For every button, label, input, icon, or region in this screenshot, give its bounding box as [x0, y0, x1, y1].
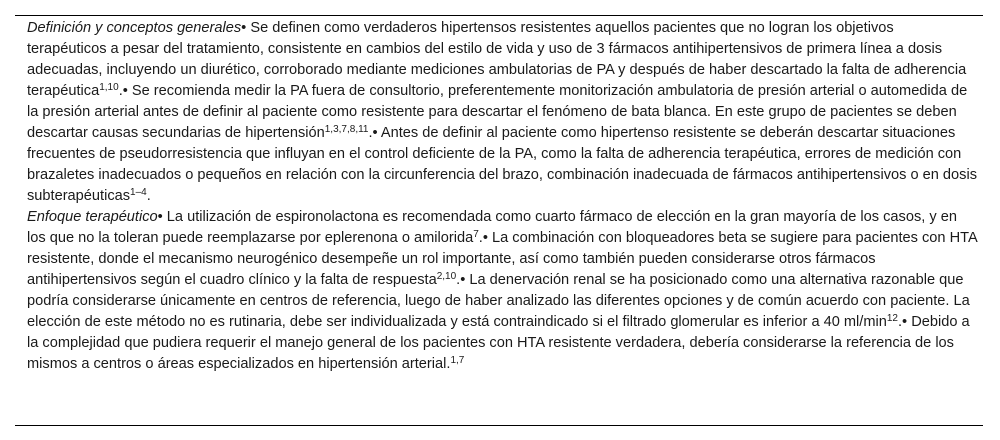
therapy-ref-3: 12 [886, 313, 898, 324]
definition-text-2: .• Se recomienda medir la PA fuera de consultorio, preferentemente monitorización ambulatoria de presión arterial o automedida de la presión arterial antes de definir al paciente como resistente para descartar el fenómeno de bata blanca. En este grupo de pacientes se deben descartar causas secundarias de hipertensión [27, 83, 968, 141]
therapy-text-2: .• La combinación con bloqueadores beta se sugiere para pacientes con HTA resistente, donde el mecanismo neurogénico desempeñe un rol importante, así como también pueden considerarse otros fármacos antihipertensivos según el cuadro clínico y la falta de respuesta [27, 230, 977, 288]
therapy-text-3: .• La denervación renal se ha posicionado como una alternativa razonable que podría considerarse únicamente en centros de referencia, luego de haber analizado las diferentes opciones y de común acuerdo con paciente. La elección de este método no es rutinaria, debe ser individualizada y está contraindicado si el filtrado glomerular es inferior a 40 ml/min [27, 272, 970, 330]
therapy-heading: Enfoque terapéutico [27, 209, 158, 225]
definition-text-3: .• Antes de definir al paciente como hipertenso resistente se deberán descartar situaciones frecuentes de pseudorresistencia que influyan en el control deficiente de la PA, como la falta de adherencia terapéutica, errores de medición con brazaletes inadecuados o pequeños en relación con la circunferencia del brazo, combinación inadecuada de fármacos antihipertensivos o en dosis subterapéuticas [27, 125, 978, 204]
definition-text-4: . [146, 188, 151, 204]
therapy-text-1: • La utilización de espironolactona es recomendada como cuarto fármaco de elección en la gran mayoría de los casos, y en los que no la toleran puede reemplazarse por eplerenona o amilorida [27, 209, 957, 246]
definition-heading: Definición y conceptos generales [27, 20, 242, 36]
therapy-paragraph [27, 207, 977, 375]
table-cell [27, 18, 977, 375]
therapy-ref-2: 2,10 [436, 271, 457, 282]
definition-ref-3: 1–4 [130, 187, 147, 198]
therapy-text-4: .• Debido a la complejidad que pudiera requerir el manejo general de los pacientes con HTA resistente verdadera, debería considerarse la referencia de los mismos a centros o áreas especializados en hipertensión arterial. [27, 314, 970, 372]
table-bottom-rule [15, 425, 983, 426]
therapy-ref-4: 1,7 [450, 355, 465, 366]
definition-ref-1: 1,10 [99, 82, 119, 93]
definition-text-1: • Se definen como verdaderos hipertensos resistentes aquellos pacientes que no logran los objetivos terapéuticos a pesar del tratamiento, consistente en cambios del estilo de vida y uso de 3 fármacos antihipertensivos de primera línea a dosis adecuadas, incluyendo un diurético, corroborado mediante mediciones ambulatorias de PA y después de haber descartado la falta de adherencia terapéutica [27, 20, 967, 99]
therapy-ref-1: 7 [473, 229, 479, 240]
table-top-rule [15, 15, 983, 16]
definition-paragraph [27, 18, 977, 207]
definition-ref-2: 1,3,7,8,11 [324, 124, 369, 135]
